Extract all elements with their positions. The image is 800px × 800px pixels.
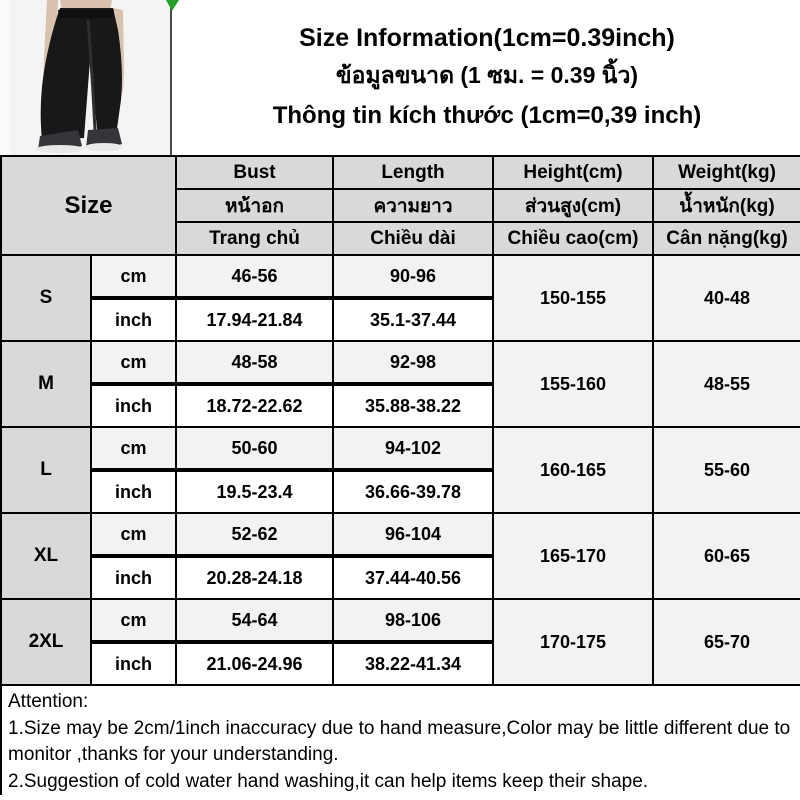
length-inch-value: 35.88-38.22 <box>333 384 493 427</box>
length-inch-value: 35.1-37.44 <box>333 298 493 341</box>
header-weight-en: Weight(kg) <box>653 156 800 189</box>
pants-photo-illustration <box>0 0 172 155</box>
title-block <box>174 0 800 155</box>
corner-badge-icon <box>166 0 179 11</box>
length-inch-value: 38.22-41.34 <box>333 642 493 685</box>
weight-range-value: 48-55 <box>653 341 800 427</box>
unit-inch-cell: inch <box>91 642 176 685</box>
bust-cm-value: 50-60 <box>176 427 333 470</box>
header-length-vi: Chiều dài <box>333 222 493 255</box>
length-cm-value: 98-106 <box>333 599 493 642</box>
bust-cm-value: 54-64 <box>176 599 333 642</box>
unit-inch-cell: inch <box>91 298 176 341</box>
length-inch-value: 37.44-40.56 <box>333 556 493 599</box>
bust-inch-value: 21.06-24.96 <box>176 642 333 685</box>
page-title-th: ข้อมูลขนาด (1 ซม. = 0.39 นิ้ว) <box>335 62 639 88</box>
unit-inch-cell: inch <box>91 556 176 599</box>
height-range-value: 155-160 <box>493 341 653 427</box>
bust-inch-value: 20.28-24.18 <box>176 556 333 599</box>
size-label-cell: L <box>1 427 91 513</box>
size-label-cell: S <box>1 255 91 341</box>
size-table-header <box>1 156 800 255</box>
page-title-vi: Thông tin kích thước (1cm=0,39 inch) <box>272 102 702 129</box>
unit-cm-cell: cm <box>91 341 176 384</box>
size-row-cm <box>1 427 800 470</box>
bust-inch-value: 18.72-22.62 <box>176 384 333 427</box>
size-label-cell: M <box>1 341 91 427</box>
attention-heading: Attention: <box>8 691 89 712</box>
weight-range-value: 55-60 <box>653 427 800 513</box>
length-cm-value: 90-96 <box>333 255 493 298</box>
size-table-body <box>1 255 800 685</box>
size-row-cm <box>1 513 800 556</box>
weight-range-value: 65-70 <box>653 599 800 685</box>
length-cm-value: 94-102 <box>333 427 493 470</box>
height-range-value: 165-170 <box>493 513 653 599</box>
header-size: Size <box>1 156 176 255</box>
unit-cm-cell: cm <box>91 599 176 642</box>
size-label-cell: XL <box>1 513 91 599</box>
size-row-cm <box>1 255 800 298</box>
height-range-value: 160-165 <box>493 427 653 513</box>
page-title-en: Size Information(1cm=0.39inch) <box>299 24 675 52</box>
unit-cm-cell: cm <box>91 427 176 470</box>
bust-cm-value: 52-62 <box>176 513 333 556</box>
bust-cm-value: 46-56 <box>176 255 333 298</box>
length-cm-value: 92-98 <box>333 341 493 384</box>
size-label-cell: 2XL <box>1 599 91 685</box>
unit-cm-cell: cm <box>91 513 176 556</box>
length-cm-value: 96-104 <box>333 513 493 556</box>
weight-range-value: 40-48 <box>653 255 800 341</box>
height-range-value: 170-175 <box>493 599 653 685</box>
top-section <box>0 0 800 155</box>
size-table <box>0 155 800 686</box>
attention-line: 2.Suggestion of cold water hand washing,it can help items keep their shape. <box>8 770 649 792</box>
header-height-vi: Chiều cao(cm) <box>493 222 653 255</box>
length-inch-value: 36.66-39.78 <box>333 470 493 513</box>
header-bust-vi: Trang chủ <box>176 222 333 255</box>
header-bust-th: หน้าอก <box>176 189 333 222</box>
attention-section <box>0 686 800 795</box>
unit-cm-cell: cm <box>91 255 176 298</box>
header-length-en: Length <box>333 156 493 189</box>
header-height-en: Height(cm) <box>493 156 653 189</box>
header-weight-vi: Cân nặng(kg) <box>653 222 800 255</box>
unit-inch-cell: inch <box>91 384 176 427</box>
height-range-value: 150-155 <box>493 255 653 341</box>
bust-cm-value: 48-58 <box>176 341 333 384</box>
size-row-cm <box>1 599 800 642</box>
header-bust-en: Bust <box>176 156 333 189</box>
header-weight-th: น้ำหนัก(kg) <box>653 189 800 222</box>
attention-line: 1.Size may be 2cm/1inch inaccuracy due to hand measure,Color may be little different due to <box>8 717 791 739</box>
size-row-cm <box>1 341 800 384</box>
bust-inch-value: 19.5-23.4 <box>176 470 333 513</box>
product-photo <box>0 0 172 155</box>
bust-inch-value: 17.94-21.84 <box>176 298 333 341</box>
attention-line: monitor ,thanks for your understanding. <box>8 744 339 765</box>
unit-inch-cell: inch <box>91 470 176 513</box>
weight-range-value: 60-65 <box>653 513 800 599</box>
header-height-th: ส่วนสูง(cm) <box>493 189 653 222</box>
header-length-th: ความยาว <box>333 189 493 222</box>
